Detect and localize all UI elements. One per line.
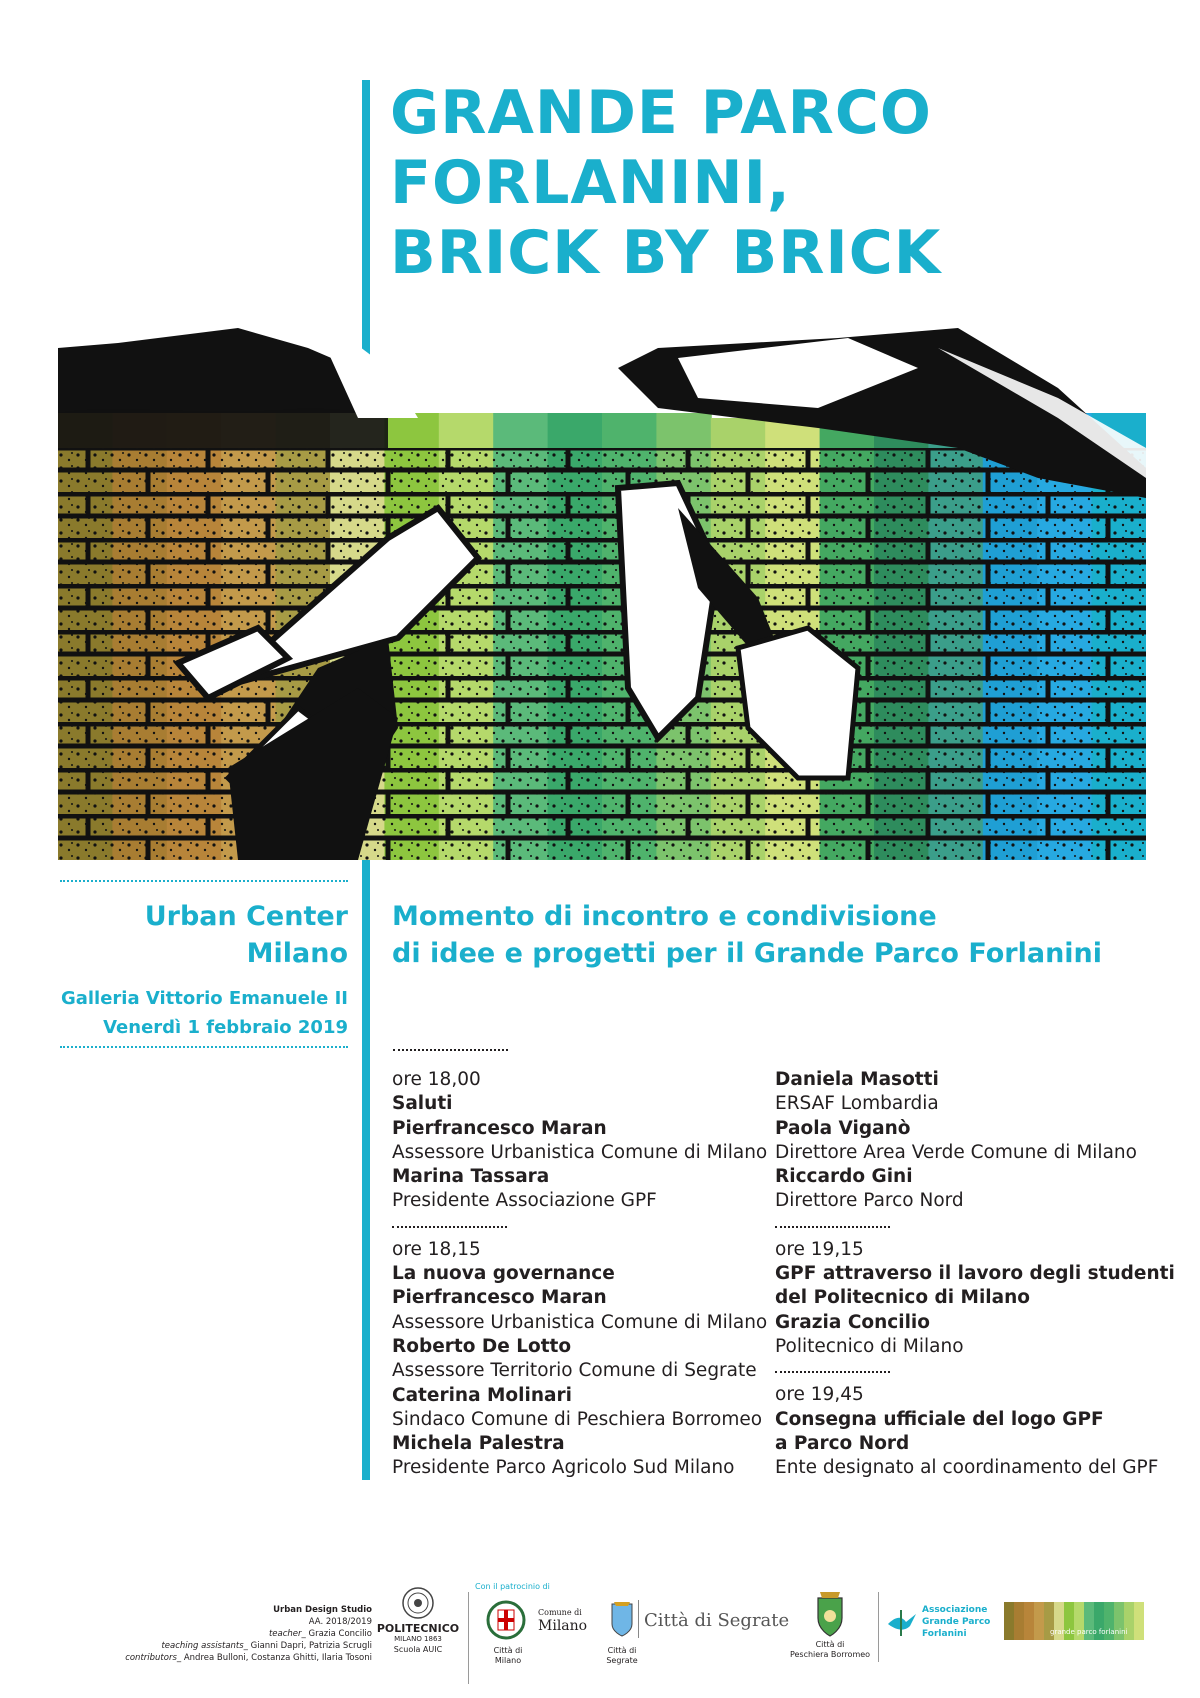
gpf-bird-icon [886,1606,918,1638]
peschiera-crest-icon [810,1592,850,1638]
patronage-label: Con il patrocinio di [475,1582,550,1591]
academic-year: AA. 2018/2019 [308,1617,372,1627]
politecnico-seal-icon [401,1586,435,1620]
politecnico-sub: MILANO 1863 [394,1635,442,1643]
segrate-crest-icon [610,1602,634,1638]
speaker-role: ERSAF Lombardia [775,1093,939,1115]
title-line-3: BRICK BY BRICK [390,218,942,288]
peschiera-logo [780,1592,880,1660]
session-heading: Consegna ufficiale del logo GPF [775,1408,1104,1430]
milano-logo-text: Milano [538,1618,588,1634]
session-heading: La nuova governance [392,1263,615,1285]
footer-logos [0,1548,1200,1698]
session-heading: a Parco Nord [775,1432,910,1454]
speaker-name: Marina Tassara [392,1166,550,1188]
segrate-logo-text: Città di Segrate [644,1610,790,1631]
session-note: Ente designato al coordinamento del GPF [775,1457,1159,1479]
subtitle-line-2: di idee e progetti per il Grande Parco Forlanini [392,938,1103,969]
speaker-name: Caterina Molinari [392,1384,572,1406]
gpf-stripes-logo [1004,1602,1144,1640]
speaker-role: Politecnico di Milano [775,1335,964,1357]
politecnico-school: Scuola AUIC [393,1645,443,1654]
event-date: Venerdì 1 febbraio 2019 [103,1017,348,1038]
speaker-role: Assessore Urbanistica Comune di Milano [392,1141,768,1163]
gpf-logo-text: grande parco forlanini [1050,1628,1128,1636]
speaker-name: Pierfrancesco Maran [392,1117,607,1139]
speaker-role: Presidente Associazione GPF [392,1190,657,1212]
gpf-logo-stripe [1024,1602,1034,1640]
event-subtitle [392,898,1102,972]
gpf-logo-stripe [1034,1602,1044,1640]
segrate-divider [638,1600,639,1638]
session-time: ore 18,15 [392,1238,481,1260]
speaker-name: Daniela Masotti [775,1069,939,1090]
footer-divider [468,1592,469,1684]
title-line-1: GRANDE PARCO [390,78,932,148]
speaker-name: Roberto De Lotto [392,1335,572,1357]
milano-crest-icon [486,1600,526,1640]
ta-line: teaching assistants_ Gianni Dapri, Patrizia Scrugli [161,1641,372,1651]
gpf-logo-stripe [1134,1602,1144,1640]
peschiera-caption: Città di Peschiera Borromeo [789,1640,871,1659]
venue-address: Galleria Vittorio Emanuele II [60,988,348,1009]
session-time: ore 19,45 [775,1384,864,1406]
teacher-line: teacher_ Grazia Concilio [268,1629,372,1639]
speaker-name: Grazia Concilio [775,1311,930,1333]
speaker-name: Michela Palestra [392,1433,565,1455]
session-time: ore 19,15 [775,1238,864,1260]
speaker-name: Pierfrancesco Maran [392,1287,607,1309]
milano-logo-top: Comune di [538,1608,582,1617]
session-separator [775,1226,890,1228]
studio-name: Urban Design Studio [273,1605,372,1615]
title-line-2: FORLANINI, [390,148,791,218]
program-top-separator [393,1049,508,1051]
speaker-name: Paola Viganò [775,1117,911,1139]
session-separator [775,1371,890,1373]
venue-name-line-2: Milano [246,938,348,969]
milano-caption: Città di Milano [493,1646,523,1665]
session-heading: Saluti [392,1093,453,1115]
speaker-role: Assessore Territorio Comune di Segrate [392,1360,757,1382]
speaker-role: Sindaco Comune di Peschiera Borromeo [392,1408,763,1430]
politecnico-logo [376,1586,460,1654]
session-time: ore 18,00 [392,1069,481,1090]
venue-bottom-separator [60,1046,348,1048]
credits-block [125,1604,372,1664]
subtitle-line-1: Momento di incontro e condivisione [392,901,937,932]
venue-name-line-1: Urban Center [144,901,348,932]
speaker-role: Direttore Parco Nord [775,1190,964,1212]
speaker-role: Assessore Urbanistica Comune di Milano [392,1311,768,1333]
session-heading: del Politecnico di Milano [775,1287,1030,1309]
contributors-line: contributors_ Andrea Bulloni, Costanza Ghitti, Ilaria Tosoni [125,1653,372,1663]
segrate-caption: Città di Segrate [606,1646,638,1665]
gpf-logo-stripe [1004,1602,1014,1640]
venue-block [61,898,348,1042]
footer-divider [878,1592,879,1662]
session-separator [392,1226,507,1228]
session-heading: GPF attraverso il lavoro degli studenti [775,1263,1175,1285]
brick-wall-illustration [58,308,1146,860]
poster-title [390,78,941,288]
speaker-name: Riccardo Gini [775,1166,913,1188]
politecnico-name: POLITECNICO [376,1622,460,1635]
gpf-logo-stripe [1014,1602,1024,1640]
associazione-text: Associazione Grande Parco Forlanini [922,1605,991,1639]
speaker-role: Presidente Parco Agricolo Sud Milano [392,1457,735,1479]
program-left-column [392,1068,767,1481]
program-right-column [775,1068,1175,1480]
venue-top-separator [60,880,348,882]
speaker-role: Direttore Area Verde Comune di Milano [775,1141,1137,1163]
